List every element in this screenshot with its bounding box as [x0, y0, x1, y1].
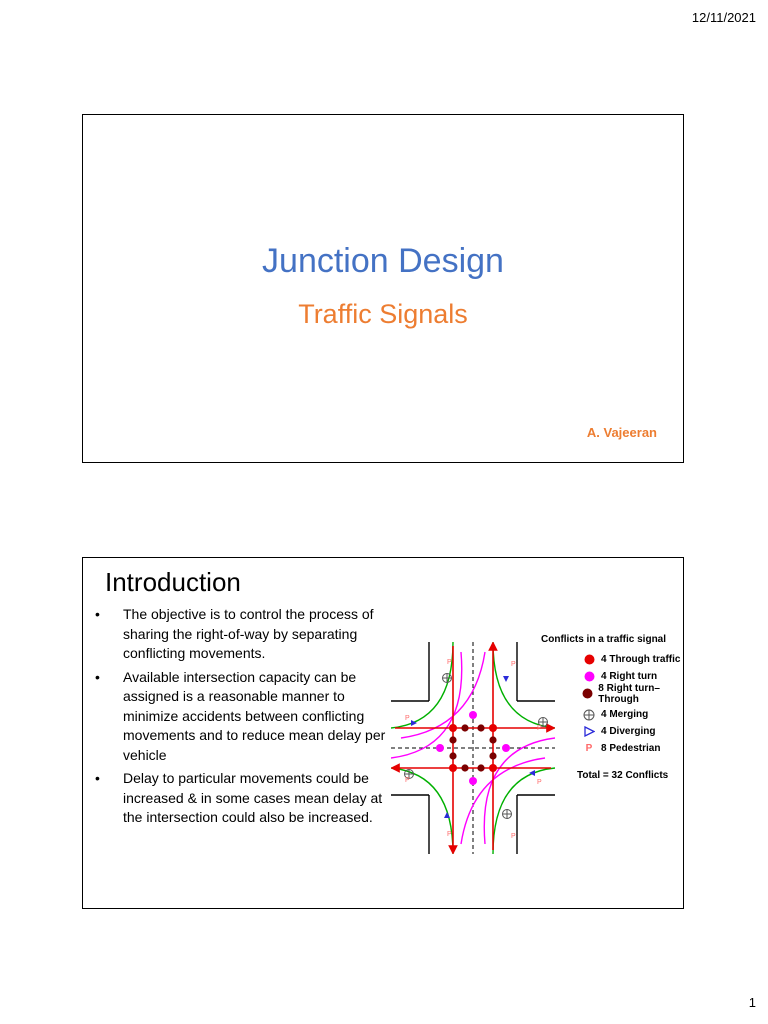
introduction-slide	[82, 557, 684, 909]
legend-total: Total = 32 Conflicts	[577, 770, 669, 781]
legend-label: 8 Pedestrian	[601, 743, 661, 754]
magenta-dot-icon	[581, 671, 597, 682]
bullet-dot: •	[95, 770, 100, 786]
slide-heading: Introduction	[105, 567, 241, 597]
merging-circle-plus-icon	[581, 709, 597, 721]
legend-item-merging	[541, 706, 683, 723]
slide-subtitle: Traffic Signals	[298, 299, 468, 329]
centre-lines	[391, 642, 555, 854]
svg-text:P: P	[511, 833, 516, 840]
bullet-dot: •	[95, 668, 100, 685]
legend-label: 4 Diverging	[601, 726, 656, 737]
svg-text:P: P	[511, 661, 516, 668]
bullet-text: The objective is to control the process of sharing the right-of-way by separating conflicting movements.	[123, 606, 374, 661]
bullet-item	[93, 668, 393, 766]
svg-text:P: P	[447, 659, 452, 666]
title-slide	[82, 114, 684, 463]
legend-item-through	[541, 651, 683, 668]
bullet-item	[93, 769, 393, 828]
bullet-item	[93, 605, 393, 664]
legend-item-pedestrian	[541, 740, 683, 757]
svg-text:P: P	[447, 831, 452, 838]
svg-text:P: P	[537, 725, 542, 732]
diverging-triangle-icon	[581, 726, 597, 737]
pedestrian-p-icon: P	[585, 743, 593, 754]
bullet-list	[93, 605, 393, 832]
bullet-text: Available intersection capacity can be assigned is a reasonable manner to minimize accidents between conflicting movements and to reduce mean delay per vehicle	[123, 668, 386, 763]
dark-red-dot-icon	[581, 688, 594, 699]
legend-label: 4 Through traffic	[601, 654, 681, 665]
page-date: 12/11/2021	[691, 10, 756, 25]
bullet-dot: •	[95, 606, 100, 622]
legend-label: 4 Merging	[601, 709, 649, 720]
legend-title: Conflicts in a traffic signal	[541, 634, 667, 645]
legend-label: 4 Right turn	[601, 671, 658, 682]
red-dot-icon	[581, 654, 597, 665]
svg-text:P: P	[405, 715, 410, 722]
svg-text:P: P	[537, 779, 542, 786]
legend-item-right-turn-through	[541, 682, 683, 705]
legend-label: 8 Right turn–Through	[598, 682, 660, 705]
slide-title: Junction Design	[262, 242, 504, 280]
page-number: 1	[748, 995, 756, 1010]
bullet-text: Delay to particular movements could be increased & in some cases mean delay at the intersection could also be increased.	[123, 770, 383, 825]
legend-item-diverging	[541, 723, 683, 740]
slide-author: A. Vajeeran	[586, 425, 657, 440]
conflict-legend	[541, 634, 683, 781]
intersection-conflict-diagram	[391, 642, 555, 854]
svg-text:P: P	[405, 777, 410, 784]
